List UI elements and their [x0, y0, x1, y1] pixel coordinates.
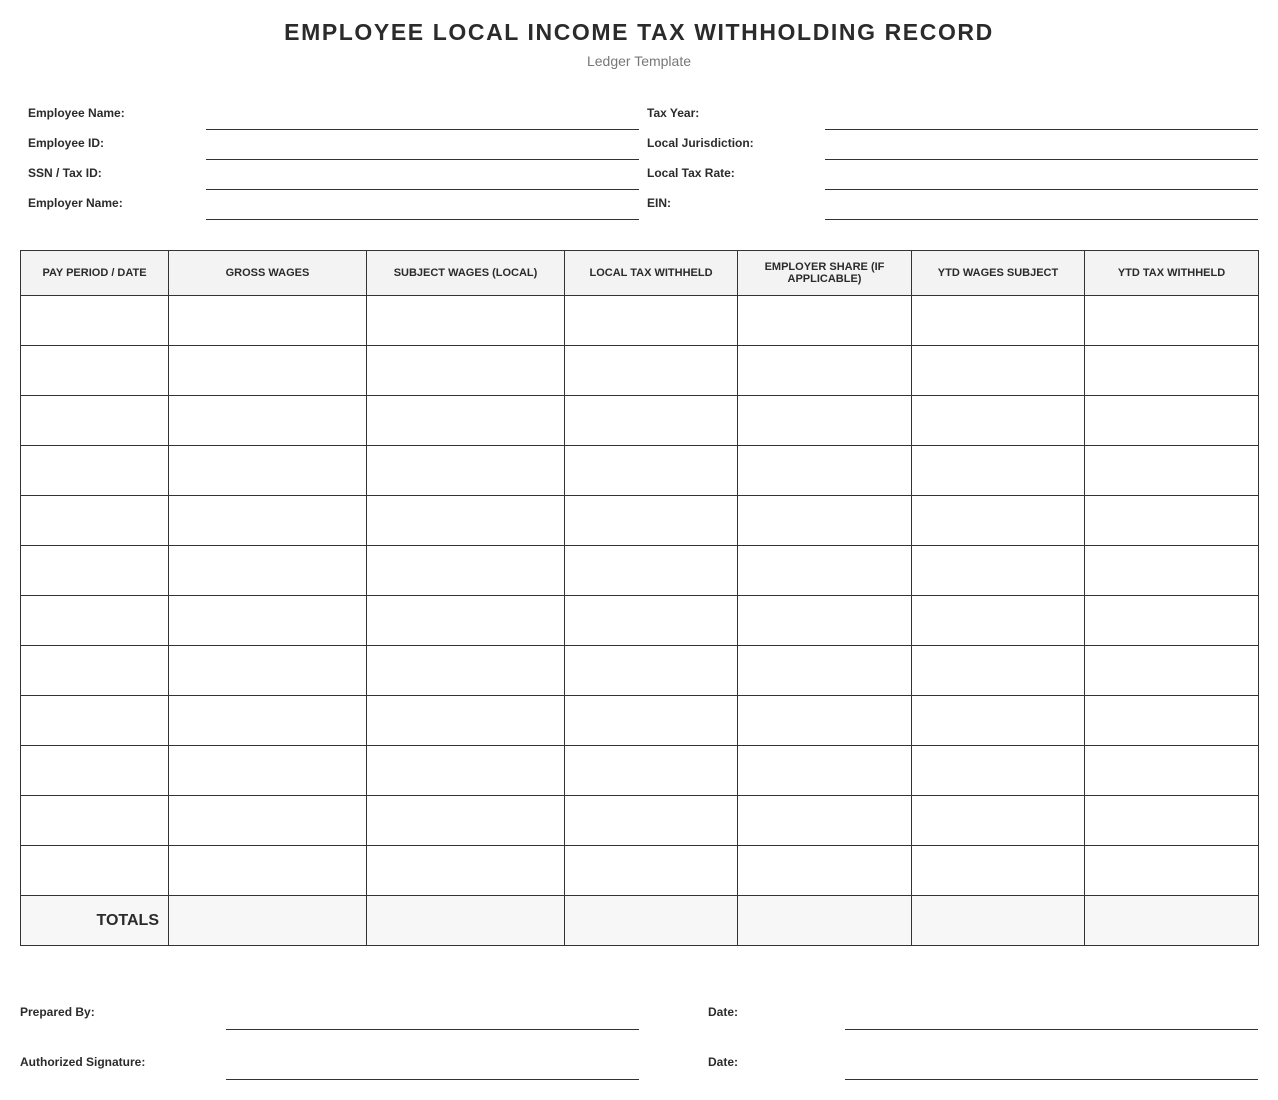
- pay-period-cell[interactable]: [21, 746, 169, 796]
- ytd-tax-withheld-cell[interactable]: [1085, 396, 1259, 446]
- withholding-ledger-table: [20, 250, 1259, 946]
- page-title: EMPLOYEE LOCAL INCOME TAX WITHHOLDING RECORD: [284, 19, 994, 45]
- employer-name-field: [28, 190, 639, 220]
- ledger-row: [21, 696, 1259, 746]
- local-tax-withheld-cell[interactable]: [565, 646, 738, 696]
- ein-field: [647, 190, 1258, 220]
- gross-wages-cell[interactable]: [169, 846, 367, 896]
- employee-name-label: Employee Name:: [28, 106, 125, 120]
- col-header-gross-wages: GROSS WAGES: [169, 251, 367, 296]
- local-tax-withheld-cell[interactable]: [565, 796, 738, 846]
- authorized-signature-label: Authorized Signature:: [20, 1055, 146, 1069]
- gross-wages-cell[interactable]: [169, 596, 367, 646]
- employer-share-cell[interactable]: [738, 496, 912, 546]
- gross-wages-cell[interactable]: [169, 796, 367, 846]
- pay-period-cell[interactable]: [21, 496, 169, 546]
- subject-wages-cell[interactable]: [367, 596, 565, 646]
- ytd-tax-withheld-cell[interactable]: [1085, 746, 1259, 796]
- totals-label: TOTALS: [21, 896, 169, 946]
- ein-label: EIN:: [647, 196, 671, 210]
- ledger-row: [21, 396, 1259, 446]
- pay-period-cell[interactable]: [21, 296, 169, 346]
- subject-wages-cell[interactable]: [367, 646, 565, 696]
- authorized-date-field: [708, 1050, 1258, 1080]
- local-jurisdiction-field: [647, 130, 1258, 160]
- prepared-date-input[interactable]: [845, 1029, 1258, 1030]
- local-tax-withheld-cell[interactable]: [565, 446, 738, 496]
- total-subject-wages-cell[interactable]: [367, 896, 565, 946]
- ytd-wages-subject-cell[interactable]: [912, 296, 1085, 346]
- ytd-tax-withheld-cell[interactable]: [1085, 846, 1259, 896]
- local-tax-rate-field: [647, 160, 1258, 190]
- pay-period-cell[interactable]: [21, 396, 169, 446]
- ledger-row: [21, 846, 1259, 896]
- total-gross-wages-cell[interactable]: [169, 896, 367, 946]
- col-header-local-tax-withheld: LOCAL TAX WITHHELD: [565, 251, 738, 296]
- ledger-row: [21, 496, 1259, 546]
- ytd-tax-withheld-cell[interactable]: [1085, 646, 1259, 696]
- pay-period-cell[interactable]: [21, 846, 169, 896]
- authorized-signature-field: [20, 1050, 639, 1080]
- local-tax-withheld-cell[interactable]: [565, 596, 738, 646]
- subject-wages-cell[interactable]: [367, 696, 565, 746]
- employee-id-field: [28, 130, 639, 160]
- pay-period-cell[interactable]: [21, 546, 169, 596]
- col-header-ytd-wages-subject: YTD WAGES SUBJECT: [912, 251, 1085, 296]
- col-header-subject-wages: SUBJECT WAGES (LOCAL): [367, 251, 565, 296]
- total-employer-share-cell[interactable]: [738, 896, 912, 946]
- ytd-wages-subject-cell[interactable]: [912, 396, 1085, 446]
- local-tax-withheld-cell[interactable]: [565, 396, 738, 446]
- ytd-wages-subject-cell[interactable]: [912, 846, 1085, 896]
- employer-share-cell[interactable]: [738, 446, 912, 496]
- ledger-row: [21, 296, 1259, 346]
- ledger-row: [21, 796, 1259, 846]
- gross-wages-cell[interactable]: [169, 446, 367, 496]
- gross-wages-cell[interactable]: [169, 496, 367, 546]
- employer-share-cell[interactable]: [738, 546, 912, 596]
- prepared-date-label: Date:: [708, 1005, 739, 1019]
- total-ytd-wages-subject-cell[interactable]: [912, 896, 1085, 946]
- subject-wages-cell[interactable]: [367, 396, 565, 446]
- gross-wages-cell[interactable]: [169, 546, 367, 596]
- total-ytd-tax-withheld-cell[interactable]: [1085, 896, 1259, 946]
- local-tax-withheld-cell[interactable]: [565, 846, 738, 896]
- employer-share-cell[interactable]: [738, 346, 912, 396]
- ledger-row: [21, 346, 1259, 396]
- gross-wages-cell[interactable]: [169, 696, 367, 746]
- ytd-wages-subject-cell[interactable]: [912, 746, 1085, 796]
- subject-wages-cell[interactable]: [367, 446, 565, 496]
- pay-period-cell[interactable]: [21, 596, 169, 646]
- ssn-tax-id-field: [28, 160, 639, 190]
- gross-wages-cell[interactable]: [169, 346, 367, 396]
- subject-wages-cell[interactable]: [367, 746, 565, 796]
- gross-wages-cell[interactable]: [169, 746, 367, 796]
- authorized-date-input[interactable]: [845, 1079, 1258, 1080]
- subject-wages-cell[interactable]: [367, 846, 565, 896]
- ytd-wages-subject-cell[interactable]: [912, 496, 1085, 546]
- pay-period-cell[interactable]: [21, 346, 169, 396]
- local-tax-withheld-cell[interactable]: [565, 296, 738, 346]
- subject-wages-cell[interactable]: [367, 346, 565, 396]
- totals-row: [21, 896, 1259, 946]
- employer-share-cell[interactable]: [738, 846, 912, 896]
- subject-wages-cell[interactable]: [367, 496, 565, 546]
- ytd-tax-withheld-cell[interactable]: [1085, 546, 1259, 596]
- ledger-row: [21, 546, 1259, 596]
- employer-share-cell[interactable]: [738, 646, 912, 696]
- tax-year-field: [647, 100, 1258, 130]
- ytd-wages-subject-cell[interactable]: [912, 646, 1085, 696]
- local-tax-withheld-cell[interactable]: [565, 546, 738, 596]
- prepared-by-label: Prepared By:: [20, 1005, 95, 1019]
- gross-wages-cell[interactable]: [169, 646, 367, 696]
- pay-period-cell[interactable]: [21, 696, 169, 746]
- page-subtitle: Ledger Template: [586, 53, 692, 69]
- ytd-tax-withheld-cell[interactable]: [1085, 696, 1259, 746]
- pay-period-cell[interactable]: [21, 446, 169, 496]
- authorized-date-label: Date:: [708, 1055, 739, 1069]
- pay-period-cell[interactable]: [21, 646, 169, 696]
- ytd-tax-withheld-cell[interactable]: [1085, 596, 1259, 646]
- employer-share-cell[interactable]: [738, 596, 912, 646]
- employer-share-cell[interactable]: [738, 296, 912, 346]
- employer-share-cell[interactable]: [738, 746, 912, 796]
- ledger-header-row: [21, 251, 1259, 296]
- employer-name-label: Employer Name:: [28, 196, 123, 210]
- ytd-wages-subject-cell[interactable]: [912, 546, 1085, 596]
- employer-share-cell[interactable]: [738, 396, 912, 446]
- ytd-tax-withheld-cell[interactable]: [1085, 796, 1259, 846]
- pay-period-cell[interactable]: [21, 796, 169, 846]
- local-tax-withheld-cell[interactable]: [565, 746, 738, 796]
- ytd-wages-subject-cell[interactable]: [912, 346, 1085, 396]
- ytd-wages-subject-cell[interactable]: [912, 696, 1085, 746]
- gross-wages-cell[interactable]: [169, 396, 367, 446]
- ledger-row: [21, 646, 1259, 696]
- prepared-by-field: [20, 1000, 639, 1030]
- subject-wages-cell[interactable]: [367, 796, 565, 846]
- local-jurisdiction-label: Local Jurisdiction:: [647, 136, 754, 150]
- ytd-wages-subject-cell[interactable]: [912, 596, 1085, 646]
- ledger-row: [21, 746, 1259, 796]
- ledger-row: [21, 596, 1259, 646]
- ytd-tax-withheld-cell[interactable]: [1085, 346, 1259, 396]
- ytd-tax-withheld-cell[interactable]: [1085, 446, 1259, 496]
- authorized-signature-input[interactable]: [226, 1079, 639, 1080]
- employee-name-field: [28, 100, 639, 130]
- ytd-wages-subject-cell[interactable]: [912, 446, 1085, 496]
- ssn-tax-id-label: SSN / Tax ID:: [28, 166, 102, 180]
- employer-share-cell[interactable]: [738, 796, 912, 846]
- ledger-row: [21, 446, 1259, 496]
- subject-wages-cell[interactable]: [367, 296, 565, 346]
- gross-wages-cell[interactable]: [169, 296, 367, 346]
- local-tax-rate-label: Local Tax Rate:: [647, 166, 735, 180]
- subject-wages-cell[interactable]: [367, 546, 565, 596]
- col-header-employer-share: EMPLOYER SHARE (IF APPLICABLE): [738, 251, 912, 296]
- tax-year-label: Tax Year:: [647, 106, 700, 120]
- col-header-ytd-tax-withheld: YTD TAX WITHHELD: [1085, 251, 1259, 296]
- employer-share-cell[interactable]: [738, 696, 912, 746]
- ein-input[interactable]: [825, 219, 1258, 220]
- employer-name-input[interactable]: [206, 219, 639, 220]
- ytd-wages-subject-cell[interactable]: [912, 796, 1085, 846]
- col-header-pay-period: PAY PERIOD / DATE: [21, 251, 169, 296]
- employee-id-label: Employee ID:: [28, 136, 105, 150]
- local-tax-withheld-cell[interactable]: [565, 346, 738, 396]
- ytd-tax-withheld-cell[interactable]: [1085, 296, 1259, 346]
- total-local-tax-withheld-cell[interactable]: [565, 896, 738, 946]
- local-tax-withheld-cell[interactable]: [565, 696, 738, 746]
- ytd-tax-withheld-cell[interactable]: [1085, 496, 1259, 546]
- prepared-date-field: [708, 1000, 1258, 1030]
- local-tax-withheld-cell[interactable]: [565, 496, 738, 546]
- prepared-by-input[interactable]: [226, 1029, 639, 1030]
